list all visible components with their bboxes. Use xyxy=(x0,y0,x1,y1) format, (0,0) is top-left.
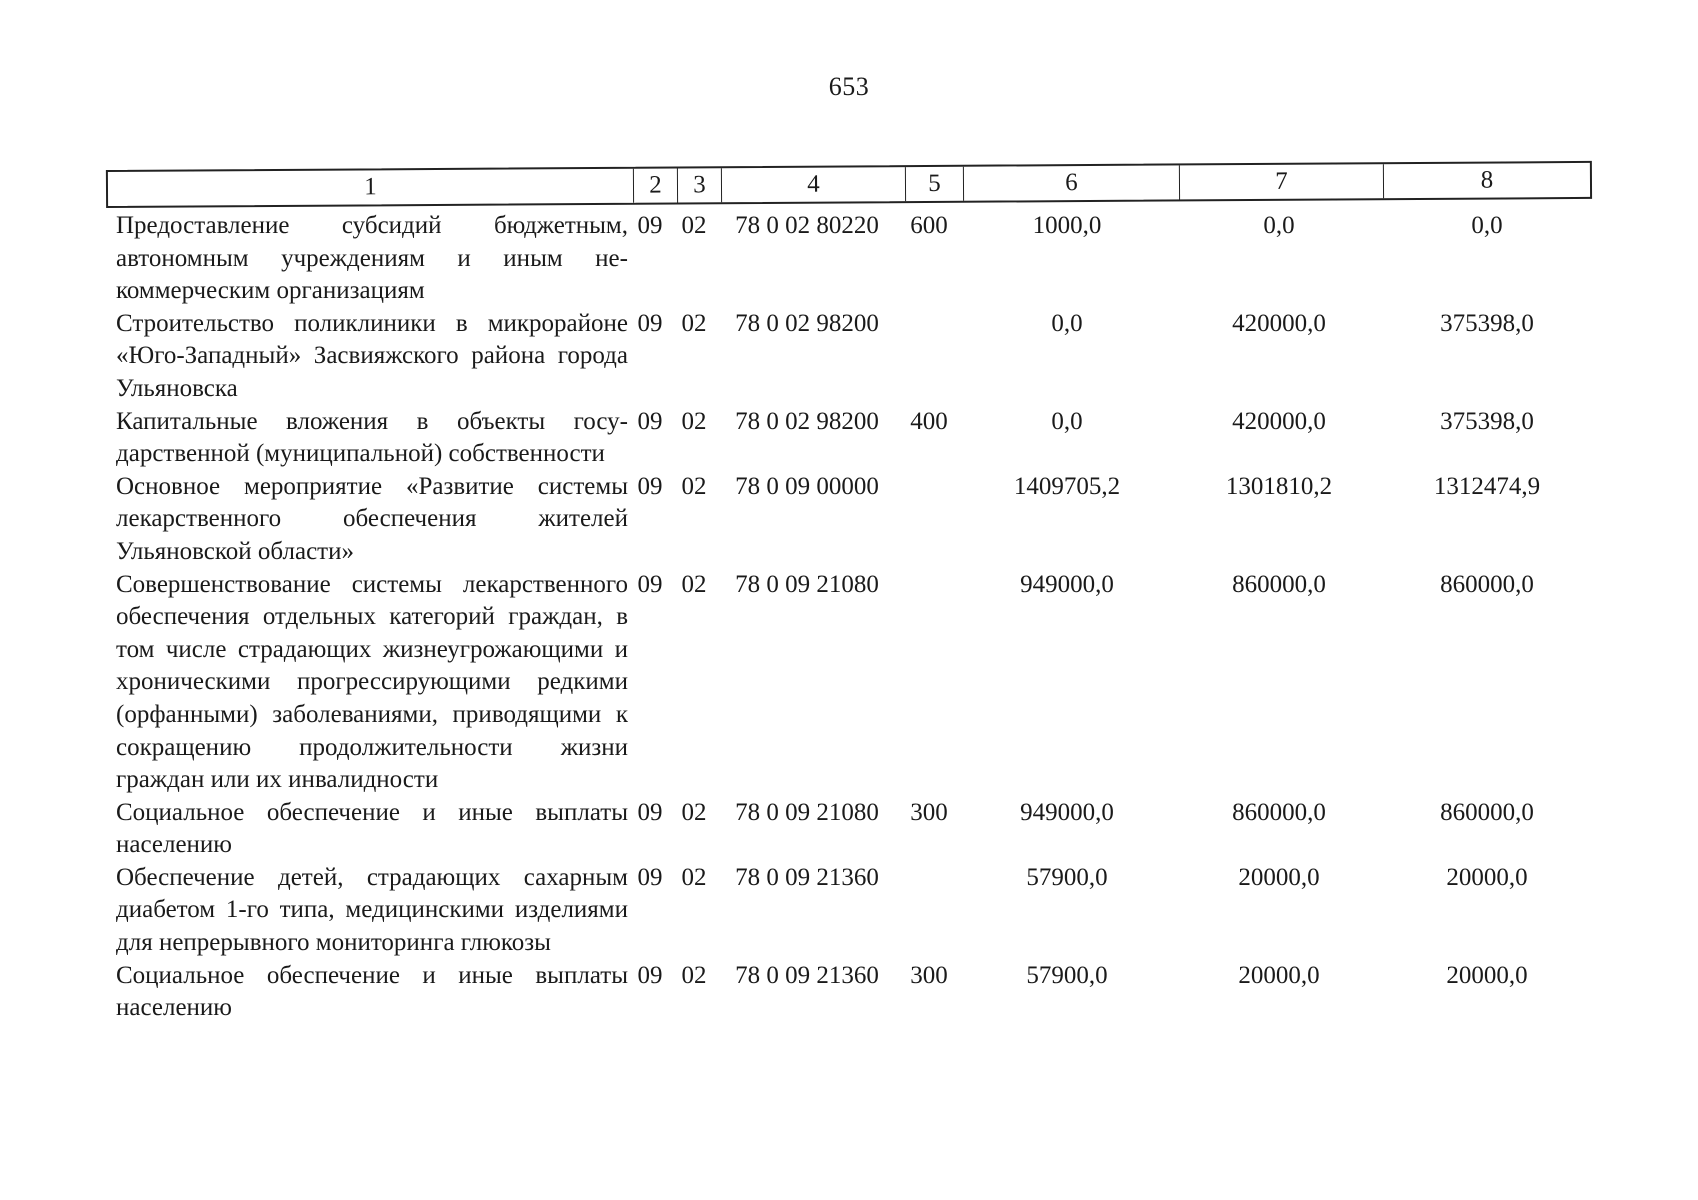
row-name: Социальное обеспечение и иные выплаты населению xyxy=(116,798,628,859)
subsection-code: 02 xyxy=(681,961,707,989)
header-cell: 2 xyxy=(634,169,678,203)
table-row xyxy=(116,210,1596,308)
section-code: 09 xyxy=(637,472,663,500)
row-name: Предоставление субсидий бюджетным, автономным учреждениям и иным некоммерческим организациям xyxy=(116,212,628,305)
header-cell: 5 xyxy=(906,167,964,201)
target-article-code: 78 0 09 21080 xyxy=(735,798,879,826)
target-article-code: 78 0 09 00000 xyxy=(735,472,879,500)
row-name: Обеспечение детей, страдающих сахарным диабетом 1-го типа, медицинскими изделиями для непрерывного мониторинга глюкозы xyxy=(116,863,628,957)
expense-type-code: 300 xyxy=(910,961,948,989)
amount-col-8: 375398,0 xyxy=(1440,407,1534,435)
amount-col-7: 420000,0 xyxy=(1232,407,1326,435)
amount-col-8: 20000,0 xyxy=(1446,863,1528,891)
header-cell: 6 xyxy=(964,165,1180,200)
amount-col-8: 20000,0 xyxy=(1446,961,1528,989)
target-article-code: 78 0 09 21360 xyxy=(735,863,879,891)
header-cell: 1 xyxy=(108,169,634,206)
page-number: 653 xyxy=(828,72,870,101)
header-cell: 3 xyxy=(678,168,722,202)
amount-col-7: 20000,0 xyxy=(1238,863,1320,891)
amount-col-8: 375398,0 xyxy=(1440,309,1534,337)
amount-col-6: 1000,0 xyxy=(1032,212,1102,239)
amount-col-7: 860000,0 xyxy=(1232,798,1326,826)
table-header xyxy=(106,161,1592,208)
table-row xyxy=(116,569,1596,797)
header-cell: 7 xyxy=(1180,164,1384,199)
row-name: Социальное обеспечение и иные выплаты населению xyxy=(116,961,628,1022)
expense-type-code: 400 xyxy=(910,407,948,435)
expense-type-code: 300 xyxy=(910,798,948,826)
section-code: 09 xyxy=(637,961,663,989)
row-name: Капитальные вложения в объекты государственной (муниципальной) собственности xyxy=(116,407,628,468)
row-name: Строительство поликлиники в микрорайоне «Юго-Западный» Засвияжского района города Ульяновска xyxy=(116,309,628,402)
header-cell: 8 xyxy=(1480,166,1494,194)
row-name: Совершенствование системы лекарственного обеспечения отдельных категорий граждан, в том числе страдающих жизнеугрожающими и хроническими прогрессирующими редкими (орфанными) заболеваниями, приводящими к сокращению продолжительности жизни граждан или их инвалидности xyxy=(116,570,628,794)
amount-col-6: 1409705,2 xyxy=(1013,472,1121,500)
amount-col-7: 0,0 xyxy=(1263,212,1295,239)
subsection-code: 02 xyxy=(681,407,707,435)
amount-col-6: 949000,0 xyxy=(1020,570,1114,598)
amount-col-6: 0,0 xyxy=(1051,309,1083,337)
amount-col-6: 57900,0 xyxy=(1026,863,1108,891)
target-article-code: 78 0 09 21080 xyxy=(735,570,879,598)
target-article-code: 78 0 02 98200 xyxy=(735,407,879,435)
amount-col-7: 20000,0 xyxy=(1238,961,1320,989)
amount-col-6: 949000,0 xyxy=(1020,798,1114,826)
amount-col-7: 1301810,2 xyxy=(1225,472,1333,500)
table-row xyxy=(116,471,1596,569)
section-code: 09 xyxy=(637,309,663,337)
target-article-code: 78 0 02 80220 xyxy=(735,212,879,239)
amount-col-7: 860000,0 xyxy=(1232,570,1326,598)
subsection-code: 02 xyxy=(681,472,707,500)
subsection-code: 02 xyxy=(681,309,707,337)
amount-col-8: 860000,0 xyxy=(1440,798,1534,826)
section-code: 09 xyxy=(637,570,663,598)
table-row xyxy=(116,406,1596,471)
amount-col-8: 860000,0 xyxy=(1440,570,1534,598)
section-code: 09 xyxy=(637,407,663,435)
section-code: 09 xyxy=(637,212,663,239)
section-code: 09 xyxy=(637,863,663,891)
expense-type-code: 600 xyxy=(910,212,948,239)
table-body xyxy=(116,210,1596,1025)
target-article-code: 78 0 02 98200 xyxy=(735,309,879,337)
amount-col-8: 1312474,9 xyxy=(1433,472,1541,500)
table-row xyxy=(116,862,1596,960)
amount-col-6: 57900,0 xyxy=(1026,961,1108,989)
amount-col-8: 0,0 xyxy=(1471,212,1503,239)
amount-col-6: 0,0 xyxy=(1051,407,1083,435)
subsection-code: 02 xyxy=(681,863,707,891)
table-row xyxy=(116,308,1596,406)
header-cell: 4 xyxy=(722,167,906,202)
subsection-code: 02 xyxy=(681,570,707,598)
table-row xyxy=(116,960,1596,1025)
row-name: Основное мероприятие «Развитие системы лекарственного обеспечения жителей Ульяновской области» xyxy=(116,472,628,565)
subsection-code: 02 xyxy=(681,212,707,239)
section-code: 09 xyxy=(637,798,663,826)
table-row xyxy=(116,797,1596,862)
amount-col-7: 420000,0 xyxy=(1232,309,1326,337)
target-article-code: 78 0 09 21360 xyxy=(735,961,879,989)
subsection-code: 02 xyxy=(681,798,707,826)
